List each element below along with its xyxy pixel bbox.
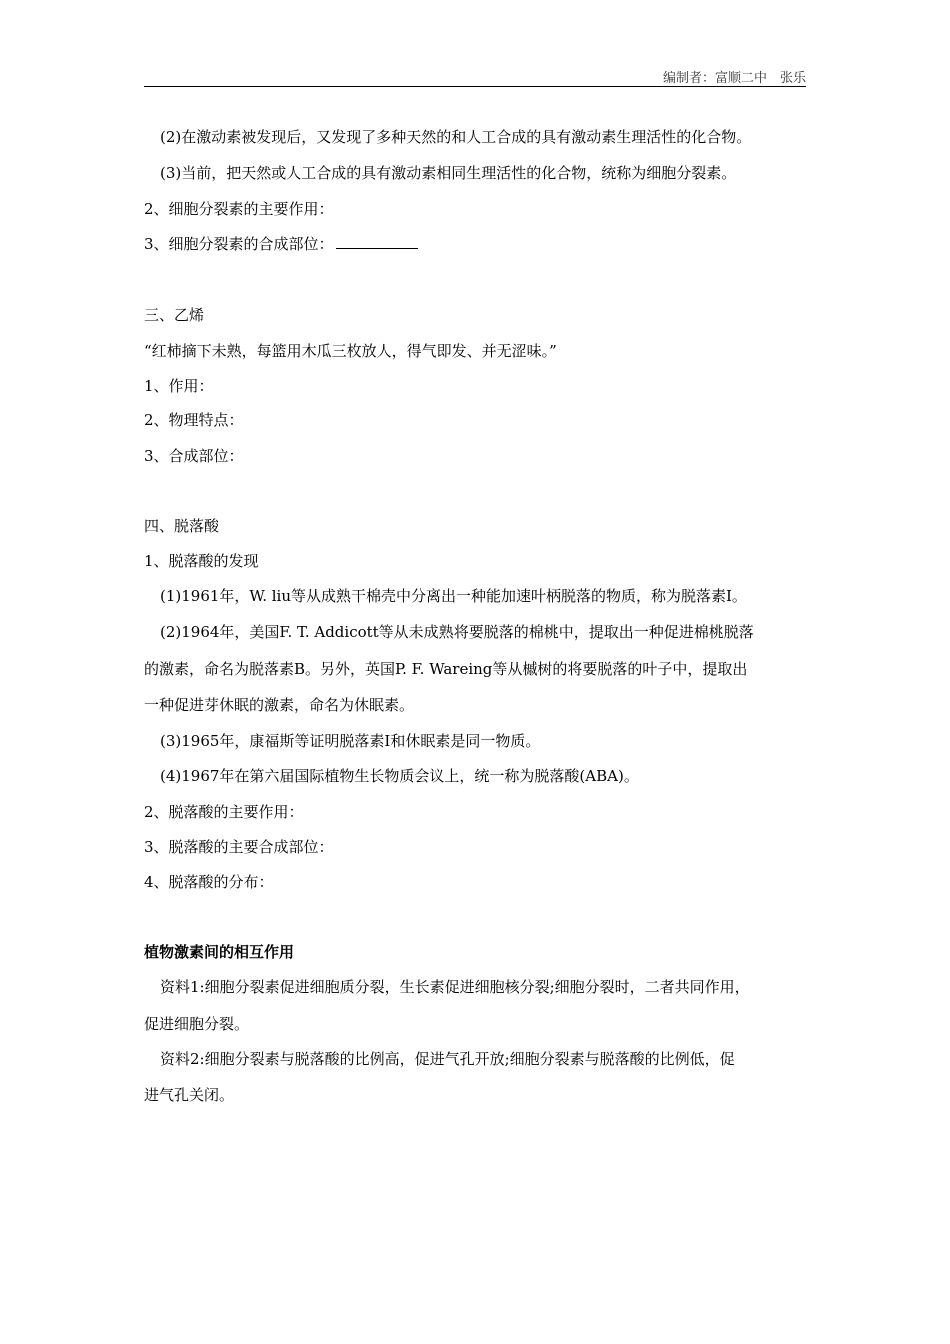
text-line: 的激素，命名为脱落素B。另外，英国P. F. Wareing等从槭树的将要脱落的叶子中，提取出 [144,660,748,678]
text-line: (2)1964年，美国F. T. Addicott等从未成熟将要脱落的棉桃中，提取出一种促进棉桃脱落 [160,623,754,641]
text-line: 一种促进芽休眠的激素，命名为休眠素。 [144,696,415,714]
section-heading: 植物激素间的相互作用 [144,943,295,961]
text-line: 3、细胞分裂素的合成部位： [144,235,334,253]
text-line: 资料1:细胞分裂素促进细胞质分裂，生长素促进细胞核分裂;细胞分裂时，二者共同作用， [160,978,750,996]
text-line: (3)当前，把天然或人工合成的具有激动素相同生理活性的化合物，统称为细胞分裂素。 [160,164,737,182]
text-line: 2、脱落酸的主要作用： [144,803,304,821]
header-author: 编制者：富顺二中 张乐 [662,71,806,86]
section-title: 三、乙烯 [144,306,205,324]
text-line: 4、脱落酸的分布： [144,873,274,891]
fill-in-line [144,234,418,254]
page-header [144,64,806,87]
text-line: (1)1961年，W. liu等从成熟干棉壳中分离出一种能加速叶柄脱落的物质，称为脱落素Ⅰ。 [160,587,747,605]
text-line: 促进细胞分裂。 [144,1015,250,1033]
text-line: 1、作用： [144,377,214,395]
section-title: 四、脱落酸 [144,517,220,535]
text-line: 2、细胞分裂素的主要作用： [144,200,334,218]
text-line: 2、物理特点： [144,411,244,429]
text-line: (2)在激动素被发现后，又发现了多种天然的和人工合成的具有激动素生理活性的化合物。 [160,128,752,146]
text-line: (4)1967年在第六届国际植物生长物质会议上，统一称为脱落酸(ABA)。 [160,767,639,785]
text-line: 3、脱落酸的主要合成部位： [144,838,334,856]
text-line: 资料2:细胞分裂素与脱落酸的比例高，促进气孔开放;细胞分裂素与脱落酸的比例低，促 [160,1050,735,1068]
text-line: 进气孔关闭。 [144,1086,235,1104]
quote-line: “红柿摘下未熟，每篮用木瓜三枚放人，得气即发、并无涩味。” [144,342,557,360]
answer-blank[interactable] [336,234,418,249]
text-line: 3、合成部位： [144,447,244,465]
text-line: 1、脱落酸的发现 [144,552,259,570]
text-line: (3)1965年，康福斯等证明脱落素Ⅰ和休眠素是同一物质。 [160,732,541,750]
